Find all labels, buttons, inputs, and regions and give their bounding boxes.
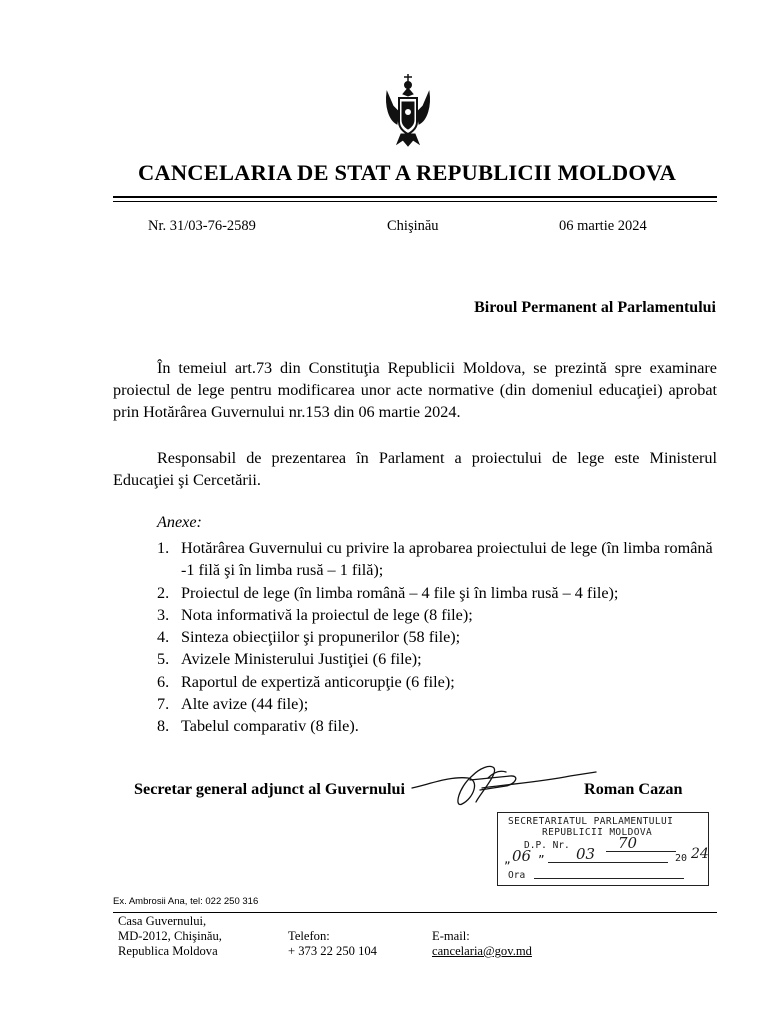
footer-phone-value: + 373 22 250 104 bbox=[288, 944, 377, 958]
stamp-line-2: REPUBLICII MOLDOVA bbox=[542, 827, 653, 838]
stamp-date-line bbox=[548, 862, 668, 863]
list-item-text: Hotărârea Guvernului cu privire la aprobarea proiectului de lege (în limba română -1 filă şi în limba rusă – 1 filă); bbox=[181, 539, 713, 580]
list-item bbox=[157, 648, 717, 670]
footer-divider bbox=[113, 912, 717, 913]
list-item-text: Sinteza obiecţiilor şi propunerilor (58 file); bbox=[181, 628, 461, 647]
header-divider-thin bbox=[113, 201, 717, 202]
recipient: Biroul Permanent al Parlamentului bbox=[474, 299, 716, 316]
footer-address-line-3: Republica Moldova bbox=[118, 944, 218, 958]
stamp-year-suffix: 24 bbox=[691, 846, 709, 862]
list-item-number: 7. bbox=[157, 695, 170, 714]
list-item-number: 2. bbox=[157, 583, 170, 602]
footer-address bbox=[118, 914, 222, 959]
stamp-month: 03 bbox=[576, 845, 596, 863]
stamp-day: 06 bbox=[512, 847, 532, 865]
list-item bbox=[157, 537, 717, 582]
document-date: 06 martie 2024 bbox=[559, 218, 647, 234]
moldova-coat-of-arms-icon bbox=[383, 72, 433, 148]
header-divider bbox=[113, 196, 717, 198]
stamp-year-prefix: 20 bbox=[675, 853, 688, 864]
executor-note: Ex. Ambrosii Ana, tel: 022 250 316 bbox=[113, 896, 259, 907]
stamp-dp-number: 70 bbox=[618, 834, 638, 852]
list-item bbox=[157, 604, 717, 626]
list-item-number: 6. bbox=[157, 672, 170, 691]
list-item-text: Proiectul de lege (în limba română – 4 file şi în limba rusă – 4 file); bbox=[181, 583, 619, 602]
body-paragraph-2 bbox=[113, 447, 717, 491]
registration-stamp bbox=[497, 812, 709, 886]
list-item-number: 5. bbox=[157, 650, 170, 669]
stamp-line-1: SECRETARIATUL PARLAMENTULUI bbox=[508, 816, 674, 827]
signatory-name: Roman Cazan bbox=[584, 780, 683, 798]
list-item bbox=[157, 693, 717, 715]
footer-phone-label: Telefon: bbox=[288, 929, 330, 943]
stamp-quote-close: ” bbox=[538, 853, 545, 866]
stamp-number-line bbox=[606, 851, 676, 852]
list-item-text: Avizele Ministerului Justiţiei (6 file); bbox=[181, 650, 422, 669]
list-item-text: Tabelul comparativ (8 file). bbox=[181, 717, 359, 736]
body-paragraph-1-text: În temeiul art.73 din Constituţia Republicii Moldova, se prezintă spre examinare proiectul de lege pentru modificarea unor acte normative (din domeniul educaţiei) aprobat prin Hotărârea Guvernului nr.153 din 06 martie 2024. bbox=[113, 359, 717, 421]
list-item-text: Nota informativă la proiectul de lege (8 file); bbox=[181, 605, 473, 624]
body-paragraph-2-text: Responsabil de prezentarea în Parlament a proiectului de lege este Ministerul Educaţiei şi Cercetării. bbox=[113, 449, 717, 489]
handwritten-signature-icon bbox=[410, 758, 600, 814]
list-item-number: 4. bbox=[157, 628, 170, 647]
annexes-list bbox=[157, 537, 717, 738]
list-item bbox=[157, 582, 717, 604]
list-item-number: 8. bbox=[157, 717, 170, 736]
list-item bbox=[157, 715, 717, 737]
footer-email-label: E-mail: bbox=[432, 929, 470, 943]
list-item bbox=[157, 671, 717, 693]
list-item-number: 3. bbox=[157, 605, 170, 624]
footer-address-line-2: MD-2012, Chişinău, bbox=[118, 929, 222, 943]
list-item-number: 1. bbox=[157, 539, 170, 557]
signatory-position: Secretar general adjunct al Guvernului bbox=[134, 780, 405, 798]
document-city: Chişinău bbox=[387, 218, 439, 234]
stamp-dp-label: D.P. Nr. bbox=[524, 840, 570, 851]
footer-email bbox=[432, 929, 532, 959]
list-item bbox=[157, 626, 717, 648]
footer-phone bbox=[288, 929, 377, 959]
stamp-time-line bbox=[534, 878, 684, 879]
list-item-text: Raportul de expertiză anticorupţie (6 file); bbox=[181, 672, 455, 691]
list-item-text: Alte avize (44 file); bbox=[181, 695, 309, 714]
document-number: Nr. 31/03-76-2589 bbox=[148, 218, 256, 234]
annexes-label: Anexe: bbox=[157, 513, 202, 531]
organization-title: CANCELARIA DE STAT A REPUBLICII MOLDOVA bbox=[137, 160, 677, 185]
footer-address-line-1: Casa Guvernului, bbox=[118, 914, 207, 928]
footer-email-link[interactable]: cancelaria@gov.md bbox=[432, 944, 532, 958]
stamp-quote-open: „ bbox=[504, 853, 511, 866]
stamp-time-label: Ora bbox=[508, 870, 526, 881]
body-paragraph-1 bbox=[113, 357, 717, 423]
